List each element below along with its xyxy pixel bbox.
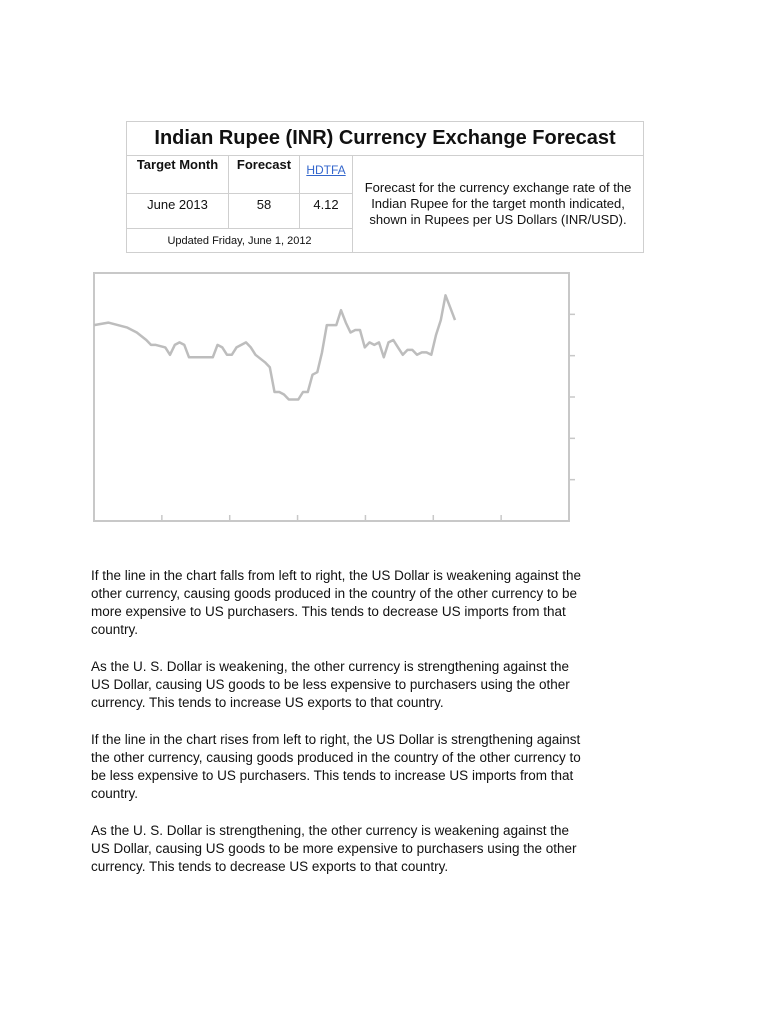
explanation-text xyxy=(91,567,591,895)
cell-target-month: June 2013 xyxy=(127,194,229,229)
series-line xyxy=(94,295,455,399)
cell-hdtfa: 4.12 xyxy=(300,194,353,229)
paragraph-4: As the U. S. Dollar is strengthening, the other currency is weakening against the US Dollar, causing US goods to be more expensive to purchasers using the other currency. This tends to decrease US exports to that country. xyxy=(91,823,577,874)
paragraph-1: If the line in the chart falls from left to right, the US Dollar is weakening against the other currency, causing goods produced in the country of the other currency to be more expensive to US purchasers. This tends to decrease US imports from that country. xyxy=(91,568,581,637)
paragraph-3: If the line in the chart rises from left to right, the US Dollar is strengthening against the other currency, causing goods produced in the country of the other currency to be less expensive to US purchasers. This tends to increase US imports from that country. xyxy=(91,732,581,801)
hdtfa-link[interactable]: HDTFA xyxy=(300,156,353,194)
chart-frame xyxy=(94,273,569,521)
cell-forecast: 58 xyxy=(229,194,300,229)
table-title: Indian Rupee (INR) Currency Exchange Forecast xyxy=(127,122,644,156)
header-forecast: Forecast xyxy=(229,156,300,194)
updated-date: Updated Friday, June 1, 2012 xyxy=(127,229,353,253)
header-target-month: Target Month xyxy=(127,156,229,194)
forecast-description: Forecast for the currency exchange rate of the Indian Rupee for the target month indicated, shown in Rupees per US Dollars (INR/USD). xyxy=(353,156,644,253)
paragraph-2: As the U. S. Dollar is weakening, the other currency is strengthening against the US Dollar, causing US goods to be less expensive to purchasers using the other currency. This tends to increase US exports to that country. xyxy=(91,659,570,710)
